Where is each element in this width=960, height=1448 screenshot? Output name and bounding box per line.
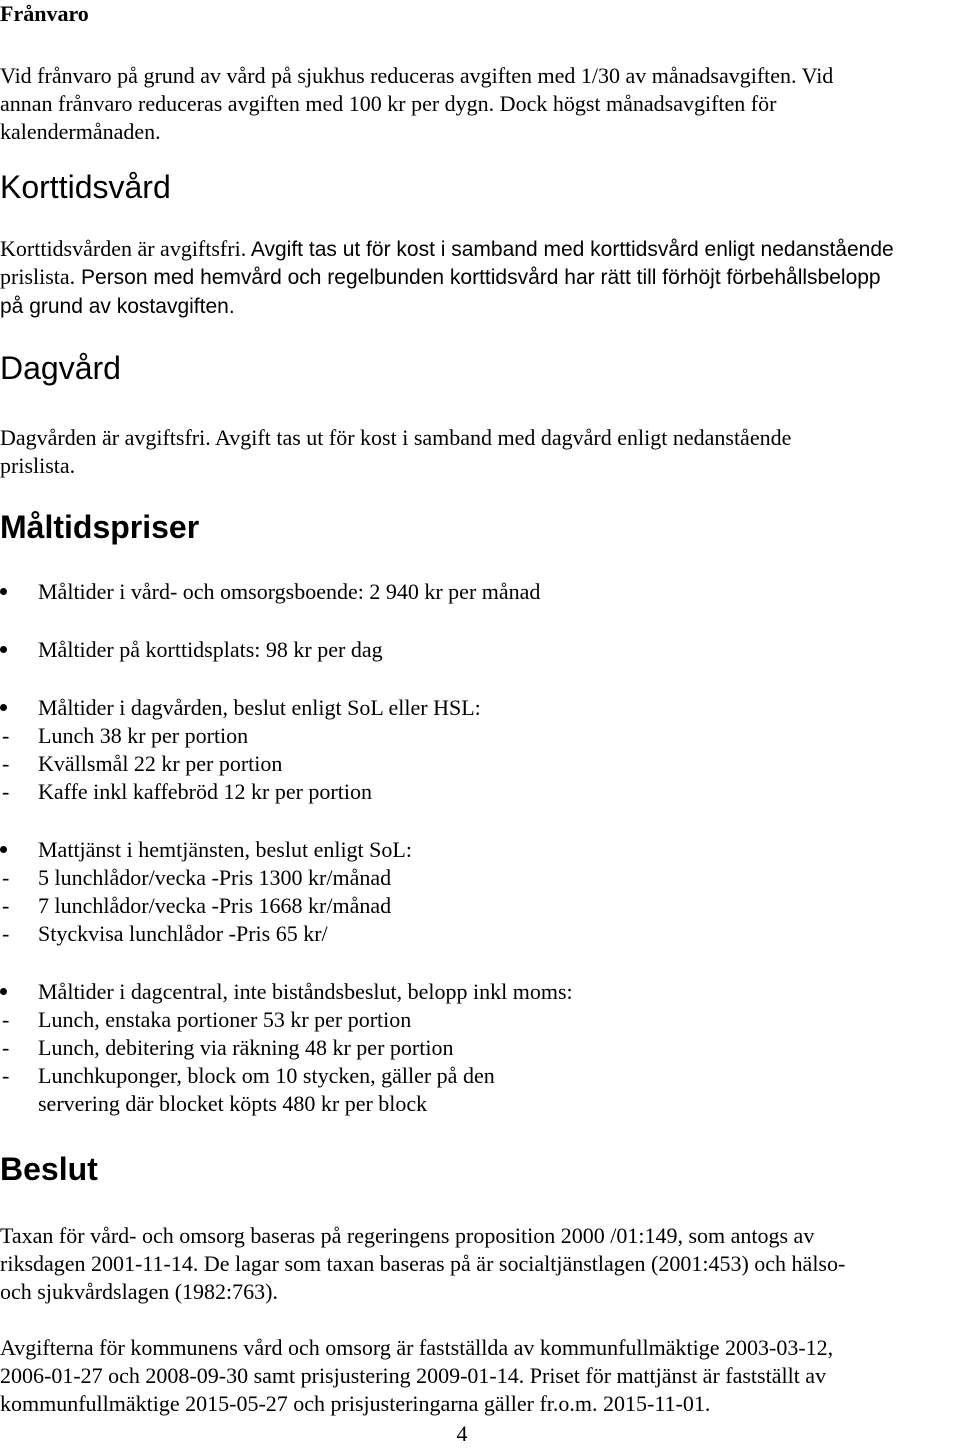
sub-list-item bbox=[0, 1034, 900, 1062]
dash-marker: - bbox=[2, 1007, 10, 1032]
sub-list-item-text: Kaffe inkl kaffebröd 12 kr per portion bbox=[38, 779, 372, 804]
sub-list-item-text: Lunch 38 kr per portion bbox=[38, 723, 249, 748]
bullet-icon bbox=[0, 646, 7, 653]
franvaro-heading: Frånvaro bbox=[0, 1, 89, 26]
sub-list-item bbox=[0, 722, 900, 750]
dash-marker: - bbox=[2, 1035, 10, 1060]
sub-list-item-text: Lunchkuponger, block om 10 stycken, gäller på den bbox=[38, 1063, 495, 1088]
page-number: 4 bbox=[456, 1421, 468, 1446]
list-item-text: Måltider på korttidsplats: 98 kr per dag bbox=[38, 637, 383, 662]
dash-marker: - bbox=[2, 865, 10, 890]
franvaro-line-3: kalendermånaden. bbox=[0, 119, 161, 144]
list-item bbox=[0, 636, 900, 664]
list-item bbox=[0, 578, 900, 606]
dash-marker: - bbox=[2, 921, 10, 946]
sub-list-item bbox=[0, 1062, 900, 1090]
dash-marker: - bbox=[2, 723, 10, 748]
sub-list-item bbox=[0, 750, 900, 778]
maltidspriser-heading: Måltidspriser bbox=[0, 509, 200, 545]
korttidsvard-heading: Korttidsvård bbox=[0, 169, 171, 205]
korttidsvard-line-2-serif: prislista. bbox=[0, 264, 76, 289]
list-item bbox=[0, 836, 900, 864]
sub-list-item bbox=[0, 864, 900, 892]
korttidsvard-line-1-sans: Avgift tas ut för kost i samband med korttidsvård enligt nedanstående bbox=[246, 238, 894, 261]
sub-list-item bbox=[0, 1006, 900, 1034]
sub-list-item-text: Lunch, debitering via räkning 48 kr per portion bbox=[38, 1035, 454, 1060]
bullet-icon bbox=[0, 588, 7, 595]
beslut-para1-line-2: riksdagen 2001-11-14. De lagar som taxan baseras på är socialtjänstlagen (2001:453) och hälso- bbox=[0, 1251, 846, 1276]
list-item bbox=[0, 694, 900, 722]
sub-list-item-text: 5 lunchlådor/vecka -Pris 1300 kr/månad bbox=[38, 865, 392, 890]
sub-list-item bbox=[0, 778, 900, 806]
dagvard-line-2: prislista. bbox=[0, 453, 76, 478]
dagvard-line-1: Dagvården är avgiftsfri. Avgift tas ut för kost i samband med dagvård enligt nedanstående bbox=[0, 425, 792, 450]
list-item-text: Måltider i dagvården, beslut enligt SoL eller HSL: bbox=[38, 695, 481, 720]
beslut-para2-line-1: Avgifterna för kommunens vård och omsorg är fastställda av kommunfullmäktige 2003-03-12, bbox=[0, 1335, 834, 1360]
dash-marker: - bbox=[2, 779, 10, 804]
dash-marker: - bbox=[2, 1063, 10, 1088]
dagvard-heading: Dagvård bbox=[0, 350, 121, 386]
sub-list-item-continuation bbox=[0, 1090, 900, 1118]
korttidsvard-line-2 bbox=[0, 263, 881, 292]
sub-list-item-text: Styckvisa lunchlådor -Pris 65 kr/ bbox=[38, 921, 328, 946]
list-item-text: Måltider i vård- och omsorgsboende: 2 940 kr per månad bbox=[38, 579, 541, 604]
beslut-para2-line-3: kommunfullmäktige 2015-05-27 och prisjusteringarna gäller fr.o.m. 2015-11-01. bbox=[0, 1391, 711, 1416]
korttidsvard-line-1 bbox=[0, 235, 894, 264]
sub-list-item bbox=[0, 920, 900, 948]
sub-list-item-text: 7 lunchlådor/vecka -Pris 1668 kr/månad bbox=[38, 893, 392, 918]
bullet-icon bbox=[0, 704, 7, 711]
list-item bbox=[0, 978, 900, 1006]
beslut-para1-line-3: och sjukvårdslagen (1982:763). bbox=[0, 1279, 278, 1304]
bullet-icon bbox=[0, 988, 7, 995]
sub-list-item-text: servering där blocket köpts 480 kr per block bbox=[38, 1091, 428, 1116]
sub-list-item-text: Lunch, enstaka portioner 53 kr per portion bbox=[38, 1007, 412, 1032]
list-item-text: Måltider i dagcentral, inte biståndsbeslut, belopp inkl moms: bbox=[38, 979, 573, 1004]
korttidsvard-line-2-sans: Person med hemvård och regelbunden korttidsvård har rätt till förhöjt förbehållsbelopp bbox=[75, 266, 881, 289]
beslut-para1-line-1: Taxan för vård- och omsorg baseras på regeringens proposition 2000 /01:149, som antogs av bbox=[0, 1223, 815, 1248]
list-item-text: Mattjänst i hemtjänsten, beslut enligt SoL: bbox=[38, 837, 412, 862]
korttidsvard-line-3: på grund av kostavgiften. bbox=[0, 295, 235, 318]
franvaro-line-1: Vid frånvaro på grund av vård på sjukhus reduceras avgiften med 1/30 av månadsavgiften. Vid bbox=[0, 63, 834, 88]
franvaro-line-2: annan frånvaro reduceras avgiften med 100 kr per dygn. Dock högst månadsavgiften för bbox=[0, 91, 777, 116]
sub-list-item bbox=[0, 892, 900, 920]
dash-marker: - bbox=[2, 893, 10, 918]
korttidsvard-line-1-serif: Korttidsvården är avgiftsfri. bbox=[0, 236, 247, 261]
sub-list-item-text: Kvällsmål 22 kr per portion bbox=[38, 751, 283, 776]
dash-marker: - bbox=[2, 751, 10, 776]
beslut-para2-line-2: 2006-01-27 och 2008-09-30 samt prisjustering 2009-01-14. Priset för mattjänst är fastställt av bbox=[0, 1363, 827, 1388]
bullet-icon bbox=[0, 846, 7, 853]
beslut-heading: Beslut bbox=[0, 1151, 98, 1187]
